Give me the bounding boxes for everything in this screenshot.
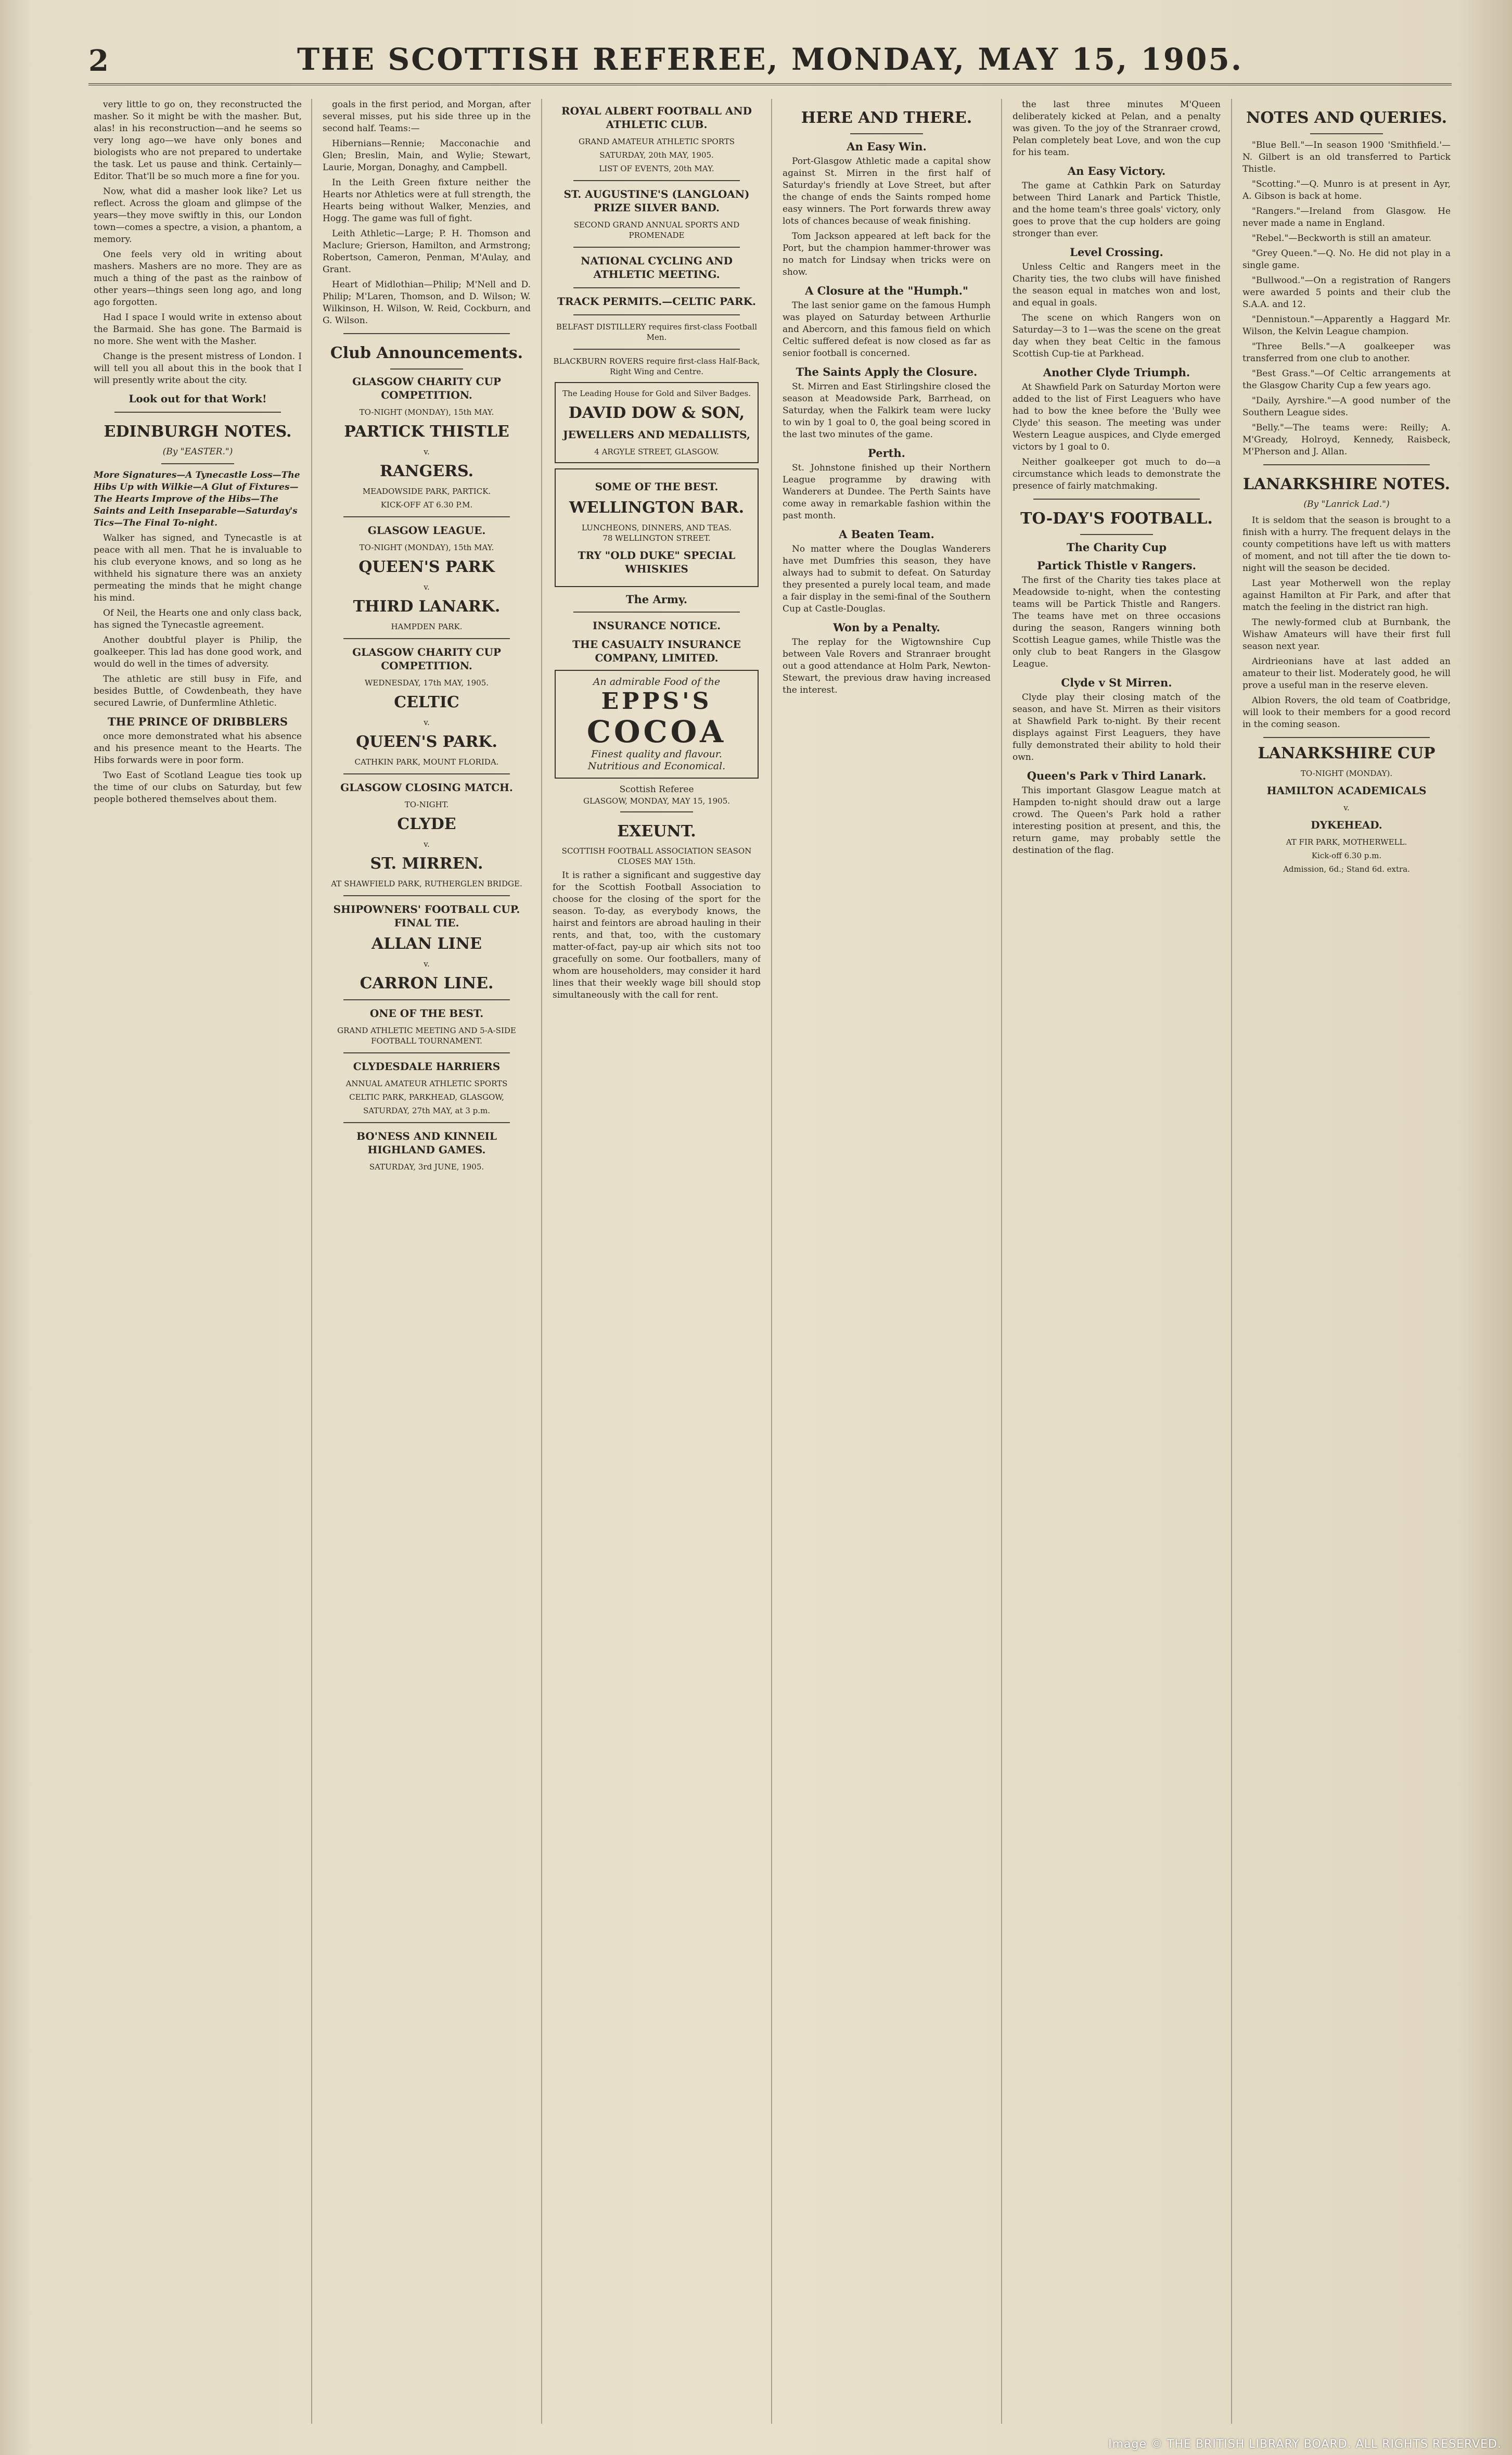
advert-name: EPPS'S	[601, 688, 712, 715]
dateline: GLASGOW, MONDAY, MAY 15, 1905.	[583, 796, 731, 806]
byline: (By "EASTER.")	[162, 447, 233, 457]
announcement-team: ST. MIRREN.	[370, 855, 483, 873]
divider	[573, 180, 740, 181]
announcement-title: SHIPOWNERS' FOOTBALL CUP. FINAL TIE.	[333, 903, 520, 929]
article-paragraph: This important Glasgow League match at Hampden to-night should draw out a large crowd. The Queen's Park hold a rather interesting position at present, and this, the return game, may probably settle the destination of the flag.	[1013, 785, 1221, 856]
advert-tagline: The Leading House for Gold and Silver Badges.	[562, 389, 751, 398]
divider	[1263, 737, 1430, 738]
advert-title: TRACK PERMITS.—CELTIC PARK.	[557, 295, 757, 308]
advert-address: 78 WELLINGTON STREET.	[603, 533, 711, 543]
divider	[573, 612, 740, 613]
announcement-team: CLYDE	[397, 815, 456, 833]
announcement-date: TO-NIGHT (MONDAY), 15th MAY.	[359, 543, 494, 552]
advert-subtitle: Nutritious and Economical.	[587, 760, 726, 772]
image-credit: Image © THE BRITISH LIBRARY BOARD. ALL RIGHTS RESERVED.	[1108, 2438, 1502, 2451]
article-paragraph: Hibernians—Rennie; Macconachie and Glen; Breslin, Main, and Wylie; Stewart, Laurie, Morgan, Donaghy, and Campbell.	[323, 138, 531, 173]
divider	[161, 463, 234, 464]
announcement-title: GLASGOW CHARITY CUP COMPETITION.	[352, 375, 501, 401]
article-paragraph: Another doubtful player is Philip, the goalkeeper. This lad has done good work, and would do well in the times of adversity.	[94, 635, 302, 669]
sub-heading: Won by a Penalty.	[833, 621, 940, 634]
sub-heading: The Saints Apply the Closure.	[796, 365, 978, 378]
announcement-versus: v.	[424, 839, 430, 849]
announcement-date: TO-NIGHT.	[404, 800, 449, 809]
article-paragraph: Last year Motherwell won the replay against Hamilton at Fir Park, and after that match the feeling in the district ran high.	[1242, 578, 1451, 613]
article-paragraph: The scene on which Rangers won on Saturday—3 to 1—was the scene on the great day when they beat Celtic in the famous Scottish Cup-tie at Parkhead.	[1013, 313, 1221, 359]
announcement-team: HAMILTON ACADEMICALS	[1266, 784, 1427, 797]
announcement-title: GLASGOW LEAGUE.	[367, 524, 486, 537]
announcement-venue: MEADOWSIDE PARK, PARTICK.	[362, 487, 491, 496]
article-paragraph: Heart of Midlothian—Philip; M'Nell and D. Philip; M'Laren, Thomson, and D. Wilson; W. Wilkinson, H. Wilson, W. Reid, Cockburn, and G. Wilson.	[323, 279, 531, 326]
announcement-date: TO-NIGHT (MONDAY).	[1300, 769, 1393, 778]
newspaper-brand: Scottish Referee	[619, 784, 694, 795]
divider	[343, 773, 510, 774]
article-paragraph: Airdrieonians have at last added an amateur to their list. Moderately good, he will prove a useful man in the reserve eleven.	[1242, 656, 1451, 691]
sub-heading: INSURANCE NOTICE.	[592, 619, 721, 632]
divider	[620, 811, 693, 812]
query-answer: "Blue Bell."—In season 1900 'Smithfield.'—N. Gilbert is an old transferred to Partick Thistle.	[1242, 140, 1451, 174]
announcement-versus: v.	[424, 959, 430, 969]
announcement-date: TO-NIGHT (MONDAY), 15th MAY.	[359, 408, 494, 417]
announcement-title: CLYDESDALE HARRIERS	[353, 1060, 501, 1073]
query-answer: "Grey Queen."—Q. No. He did not play in a single game.	[1242, 248, 1451, 271]
sub-heading: A Beaten Team.	[839, 528, 934, 541]
advert-name: WELLINGTON BAR.	[569, 499, 745, 517]
article-paragraph: the last three minutes M'Queen deliberately kicked at Pelan, and a penalty was given. To the joy of the Stranraer crowd, Pelan completely beat Love, and won the cup for his team.	[1013, 99, 1221, 158]
advert-subtitle: LUNCHEONS, DINNERS, AND TEAS.	[582, 523, 732, 532]
article-paragraph: One feels very old in writing about mashers. Mashers are no more. They are as much a thing of the past as the rainbow of other years—things seen long ago, and long ago forgotten.	[94, 249, 302, 308]
divider	[114, 412, 281, 413]
announcement-date: WEDNESDAY, 17th MAY, 1905.	[364, 678, 489, 688]
page-title: THE SCOTTISH REFEREE, MONDAY, MAY 15, 1905.	[297, 42, 1244, 77]
announcement-team: QUEEN'S PARK	[358, 558, 495, 576]
advert-list: LIST OF EVENTS, 20th MAY.	[599, 164, 714, 173]
advert-name: THE CASUALTY INSURANCE COMPANY, LIMITED.	[572, 638, 741, 664]
article-paragraph: It is rather a significant and suggestive day for the Scottish Football Association to choose for the closing of the sport for the season. To-day, as everybody knows, the hairst and feintors are abroad hauling in their rents, and that, too, with the customary matter-of-fact, pay-up air which sits not too gracefully on some. Our footballers, many of whom are householders, may consider it hard lines that their weekly wage bill should stop simultaneously with the call for rent.	[553, 870, 761, 1000]
dow-advert	[555, 382, 759, 463]
sub-heading: The Charity Cup	[1066, 541, 1167, 554]
announcement-venue: AT SHAWFIELD PARK, RUTHERGLEN BRIDGE.	[331, 879, 522, 888]
announcement-venue: HAMPDEN PARK.	[391, 622, 463, 631]
section-subtitle: SCOTTISH FOOTBALL ASSOCIATION SEASON CLOSES MAY 15th.	[561, 846, 752, 866]
announcement-subtitle: ANNUAL AMATEUR ATHLETIC SPORTS	[345, 1079, 508, 1088]
divider	[1033, 499, 1200, 500]
announcement-venue: AT FIR PARK, MOTHERWELL.	[1286, 837, 1407, 847]
query-answer: "Dennistoun."—Apparently a Haggard Mr. Wilson, the Kelvin League champion.	[1242, 314, 1451, 337]
announcement-venue: CATHKIN PARK, MOUNT FLORIDA.	[354, 757, 499, 767]
advert-product: COCOA	[586, 714, 727, 749]
advert-subtitle: GRAND AMATEUR ATHLETIC SPORTS	[578, 137, 735, 146]
announcement-team: DYKEHEAD.	[1311, 819, 1382, 831]
column-rule	[771, 99, 772, 2424]
divider	[343, 999, 510, 1000]
article-paragraph: Now, what did a masher look like? Let us reflect. Across the gloam and glimpse of the years—they move swiftly in this, our London town—comes a spectre, a vision, a phantom, a memory.	[94, 186, 302, 245]
column-rule	[1001, 99, 1002, 2424]
column-rule	[541, 99, 542, 2424]
article-paragraph: Unless Celtic and Rangers meet in the Charity ties, the two clubs will have finished the season equal in matches won and lost, and equal in goals.	[1013, 262, 1221, 308]
article-paragraph: St. Mirren and East Stirlingshire closed the season at Meadowside Park, Barrhead, on Saturday, when the Falkirk team were lucky to win by 1 goal to 0, the goal being scored in the last two minutes of the game.	[783, 381, 991, 440]
article-paragraph: Walker has signed, and Tynecastle is at peace with all men. That he is invaluable to his club everyone knows, and so long as he withheld his signature there was an anxiety permeating the minds that he might change his mind.	[94, 533, 302, 603]
signoff: Look out for that Work!	[129, 392, 267, 405]
divider	[343, 1122, 510, 1123]
announcement-venue: CELTIC PARK, PARKHEAD, GLASGOW,	[349, 1092, 504, 1102]
query-answer: "Daily, Ayrshire."—A good number of the Southern League sides.	[1242, 396, 1451, 418]
divider	[1263, 464, 1430, 465]
article-paragraph: Clyde play their closing match of the season, and have St. Mirren as their visitors at Shawfield Park to-night. By their recent displays against First Leaguers, they have fully demonstrated their ability to hold their own.	[1013, 692, 1221, 762]
sub-heading: Another Clyde Triumph.	[1043, 366, 1190, 379]
masthead	[88, 36, 1452, 85]
article-paragraph: The athletic are still busy in Fife, and besides Buttle, of Cowdenbeath, they have secured Lawrie, of Dunfermline Athletic.	[94, 674, 302, 708]
divider	[1310, 133, 1383, 134]
announcement-team: RANGERS.	[379, 462, 474, 480]
article-paragraph: Two East of Scotland League ties took up the time of our clubs on Saturday, but few people bothered themselves about them.	[94, 770, 302, 805]
article-paragraph: The game at Cathkin Park on Saturday between Third Lanark and Partick Thistle, and the home team's three goals' victory, only goes to prove that the cup holders are going stronger than ever.	[1013, 181, 1221, 239]
announcement-versus: v.	[424, 582, 430, 592]
section-heading: Club Announcements.	[330, 344, 523, 362]
sub-heading: A Closure at the "Humph."	[805, 284, 968, 297]
column-5	[1013, 99, 1221, 2434]
announcement-team: CELTIC	[394, 693, 459, 711]
article-paragraph: The replay for the Wigtownshire Cup between Vale Rovers and Stranraer brought out a good attendance at Holm Park, Newton-Stewart, the previous draw having increased the interest.	[783, 637, 991, 695]
column-6	[1242, 99, 1451, 2434]
sub-heading: Queen's Park v Third Lanark.	[1027, 769, 1207, 782]
announcement-title: GLASGOW CLOSING MATCH.	[340, 781, 513, 794]
announcement-title: BO'NESS AND KINNEIL HIGHLAND GAMES.	[356, 1130, 497, 1156]
column-3	[553, 99, 761, 2434]
advert-title: ST. AUGUSTINE'S (LANGLOAN) PRIZE SILVER BAND.	[563, 188, 750, 214]
article-paragraph: No matter where the Douglas Wanderers have met Dumfries this season, they have always had to submit to defeat. On Saturday they presented a purely local team, and made a fair display in the semi-final of the Southern Cup at Castle-Douglas.	[783, 544, 991, 614]
section-heading: TO-DAY'S FOOTBALL.	[1020, 510, 1213, 528]
query-answer: "Three Bells."—A goalkeeper was transferred from one club to another.	[1242, 341, 1451, 364]
sub-heading: Perth.	[868, 447, 905, 460]
byline: (By "Lanrick Lad.")	[1303, 499, 1390, 510]
article-paragraph: Neither goalkeeper got much to do—a circumstance which leads to demonstrate the presence of fairly matchmaking.	[1013, 457, 1221, 491]
announcement-team: THIRD LANARK.	[353, 597, 501, 616]
sub-heading: Clyde v St Mirren.	[1061, 676, 1172, 689]
announcement-date: SATURDAY, 27th MAY, at 3 p.m.	[363, 1106, 491, 1115]
advert-tagline: SOME OF THE BEST.	[595, 480, 719, 493]
announcement-team: ALLAN LINE	[371, 935, 482, 953]
divider	[343, 1052, 510, 1053]
divider	[573, 287, 740, 288]
column-4	[783, 99, 991, 2434]
article-paragraph: Leith Athletic—Large; P. H. Thomson and Maclure; Grierson, Hamilton, and Armstrong; Robertson, Cameron, Penman, M'Aulay, and Grant.	[323, 228, 531, 275]
sub-heading: Level Crossing.	[1070, 246, 1163, 259]
page-number: 2	[88, 44, 109, 78]
advert-name: DAVID DOW & SON,	[568, 404, 745, 422]
section-heading: LANARKSHIRE NOTES.	[1242, 475, 1451, 493]
query-answer: "Best Grass."—Of Celtic arrangements at the Glasgow Charity Cup a few years ago.	[1242, 368, 1451, 391]
advert-tagline: An admirable Food of the	[593, 676, 721, 688]
article-paragraph: The last senior game on the famous Humph was played on Saturday between Arthurlie and Abercorn, and this famous field on which Celtic suffered defeat is now closed as far as senior football is concerned.	[783, 300, 991, 359]
query-answer: "Bullwood."—On a registration of Rangers were awarded 5 points and their club the S.A.A. and 12.	[1242, 275, 1451, 310]
wellington-advert	[555, 468, 759, 587]
section-heading: EXEUNT.	[617, 822, 696, 841]
article-paragraph: It is seldom that the season is brought to a finish with a hurry. The frequent delays in the county competitions have left us with matters of moment, and not till after the tie down to-night will the season be decided.	[1242, 515, 1451, 574]
article-paragraph: Port-Glasgow Athletic made a capital show against St. Mirren in the first half of Saturday's friendly at Love Street, but after the change of ends the Saints romped home easy winners. The Port forwards threw away lots of chances because of weak finishing.	[783, 156, 991, 226]
query-answer: "Scotting."—Q. Munro is at present in Ayr, A. Gibson is back at home.	[1242, 179, 1451, 201]
advert-whisky: TRY "OLD DUKE" SPECIAL WHISKIES	[578, 549, 736, 575]
section-heading: NOTES AND QUERIES.	[1246, 109, 1447, 127]
divider	[573, 349, 740, 350]
article-paragraph: The first of the Charity ties takes place at Meadowside to-night, when the contesting teams will be Partick Thistle and Rangers. The teams have met on three occasions during the season, Rangers winning both Scottish League games, while Thistle was the only club to beat Rangers in the Glasgow League.	[1013, 575, 1221, 669]
divider	[343, 333, 510, 334]
announcement-versus: v.	[424, 718, 430, 727]
section-heading: HERE AND THERE.	[801, 109, 972, 127]
column-rule	[311, 99, 312, 2424]
epps-cocoa-advert	[555, 670, 759, 779]
column-2	[323, 99, 531, 2434]
divider	[343, 895, 510, 896]
article-paragraph: goals in the first period, and Morgan, after several misses, put his side three up in the second half. Teams:—	[323, 99, 531, 134]
announcement-title: GLASGOW CHARITY CUP COMPETITION.	[352, 646, 501, 672]
advert-date: SATURDAY, 20th MAY, 1905.	[599, 150, 714, 160]
announcement-title: LANARKSHIRE CUP	[1258, 744, 1436, 762]
advert-trade: JEWELLERS AND MEDALLISTS,	[563, 428, 750, 441]
announcement-team: QUEEN'S PARK.	[356, 733, 497, 751]
article-paragraph: Change is the present mistress of London. I will tell you all about this in the book that I will presently write about the city.	[94, 351, 302, 386]
article-paragraph: At Shawfield Park on Saturday Morton were added to the list of First Leaguers who have had to bow the knee before the 'Bully wee Clyde' this season. The meeting was under Western League auspices, and Clyde emerged victors by 1 goal to 0.	[1013, 382, 1221, 452]
announcement-team: PARTICK THISTLE	[344, 423, 509, 441]
article-paragraph: Of Neil, the Hearts one and only class back, has signed the Tynecastle agreement.	[94, 608, 302, 630]
article-paragraph: St. Johnstone finished up their Northern League programme by drawing with Wanderers at Dundee. The Perth Saints have come away in remarkable fashion within the past month.	[783, 463, 991, 521]
advert-text: BELFAST DISTILLERY requires first-class Football Men.	[556, 322, 758, 342]
article-paragraph: once more demonstrated what his absence and his presence meant to the Hearts. The Hibs forwards were in poor form.	[94, 731, 302, 766]
article-paragraph: The newly-formed club at Burnbank, the Wishaw Amateurs will have their first full season next year.	[1242, 617, 1451, 652]
advert-title: ROYAL ALBERT FOOTBALL AND ATHLETIC CLUB.	[561, 105, 752, 131]
announcement-kickoff: KICK-OFF AT 6.30 P.M.	[380, 500, 473, 510]
query-answer: "Rebel."—Beckworth is still an amateur.	[1252, 233, 1431, 244]
column-rule	[1231, 99, 1232, 2424]
article-paragraph: Had I space I would write in extenso about the Barmaid. She has gone. The Barmaid is no more. She went with the Masher.	[94, 312, 302, 347]
divider	[573, 314, 740, 315]
sub-heading: Partick Thistle v Rangers.	[1037, 559, 1196, 572]
announcement-versus: v.	[424, 447, 430, 456]
announcement-team: CARRON LINE.	[360, 974, 494, 993]
column-1	[94, 99, 302, 2434]
divider	[390, 368, 463, 370]
article-paragraph: In the Leith Green fixture neither the Hearts nor Athletics were at full strength, the Hearts being without Walker, Menzies, and Hogg. The game was full of fight.	[323, 177, 531, 224]
divider	[850, 133, 923, 134]
article-paragraph: Tom Jackson appeared at left back for the Port, but the champion hammer-thrower was no match for Lindsay when tricks were on show.	[783, 231, 991, 277]
sub-heading: The Army.	[625, 593, 688, 606]
announcement-versus: v.	[1343, 803, 1350, 812]
section-heading: EDINBURGH NOTES.	[104, 423, 292, 441]
advert-subtitle: Finest quality and flavour.	[591, 748, 722, 760]
advert-title: NATIONAL CYCLING AND ATHLETIC MEETING.	[581, 255, 733, 281]
divider	[1080, 534, 1153, 535]
announcement-admission: Admission, 6d.; Stand 6d. extra.	[1283, 864, 1410, 874]
query-answer: "Belly."—The teams were: Reilly; A. M'Gready, Holroyd, Kennedy, Raisbeck, M'Pherson and J. Allan.	[1242, 423, 1451, 457]
announcement-subtitle: GRAND ATHLETIC MEETING AND 5-A-SIDE FOOTBALL TOURNAMENT.	[337, 1026, 516, 1046]
announcement-title: ONE OF THE BEST.	[369, 1007, 484, 1020]
sub-heading: THE PRINCE OF DRIBBLERS	[108, 715, 288, 728]
sub-heading: An Easy Victory.	[1067, 164, 1166, 177]
advert-address: 4 ARGYLE STREET, GLASGOW.	[594, 447, 719, 456]
query-answer: "Rangers."—Ireland from Glasgow. He never made a name in England.	[1242, 206, 1451, 228]
announcement-date: SATURDAY, 3rd JUNE, 1905.	[369, 1162, 484, 1172]
divider	[573, 247, 740, 248]
announcement-kickoff: Kick-off 6.30 p.m.	[1311, 851, 1382, 860]
article-lead: More Signatures—A Tynecastle Loss—The Hibs Up with Wilkie—A Glut of Fixtures—The Hearts Improve of the Hibs—The Saints and Leith Inseparable—Saturday's Tics—The Final To-night.	[94, 470, 300, 528]
sub-heading: An Easy Win.	[847, 140, 927, 153]
divider	[343, 638, 510, 639]
divider	[343, 516, 510, 517]
article-paragraph: very little to go on, they reconstructed the masher. So it might be with the masher. But, alas! in his reconstruction—and he seems so very long ago—we have only bones and biologists who are not prepared to undertake the task. Let us pause and think. Certainly—Editor. That'll be so much more a fine for you.	[94, 99, 302, 182]
article-paragraph: Albion Rovers, the old team of Coatbridge, will look to their members for a good record in the coming season.	[1242, 695, 1451, 730]
advert-subtitle: SECOND GRAND ANNUAL SPORTS AND PROMENADE	[573, 220, 740, 240]
advert-text: BLACKBURN ROVERS require first-class Half-Back, Right Wing and Centre.	[553, 357, 760, 376]
